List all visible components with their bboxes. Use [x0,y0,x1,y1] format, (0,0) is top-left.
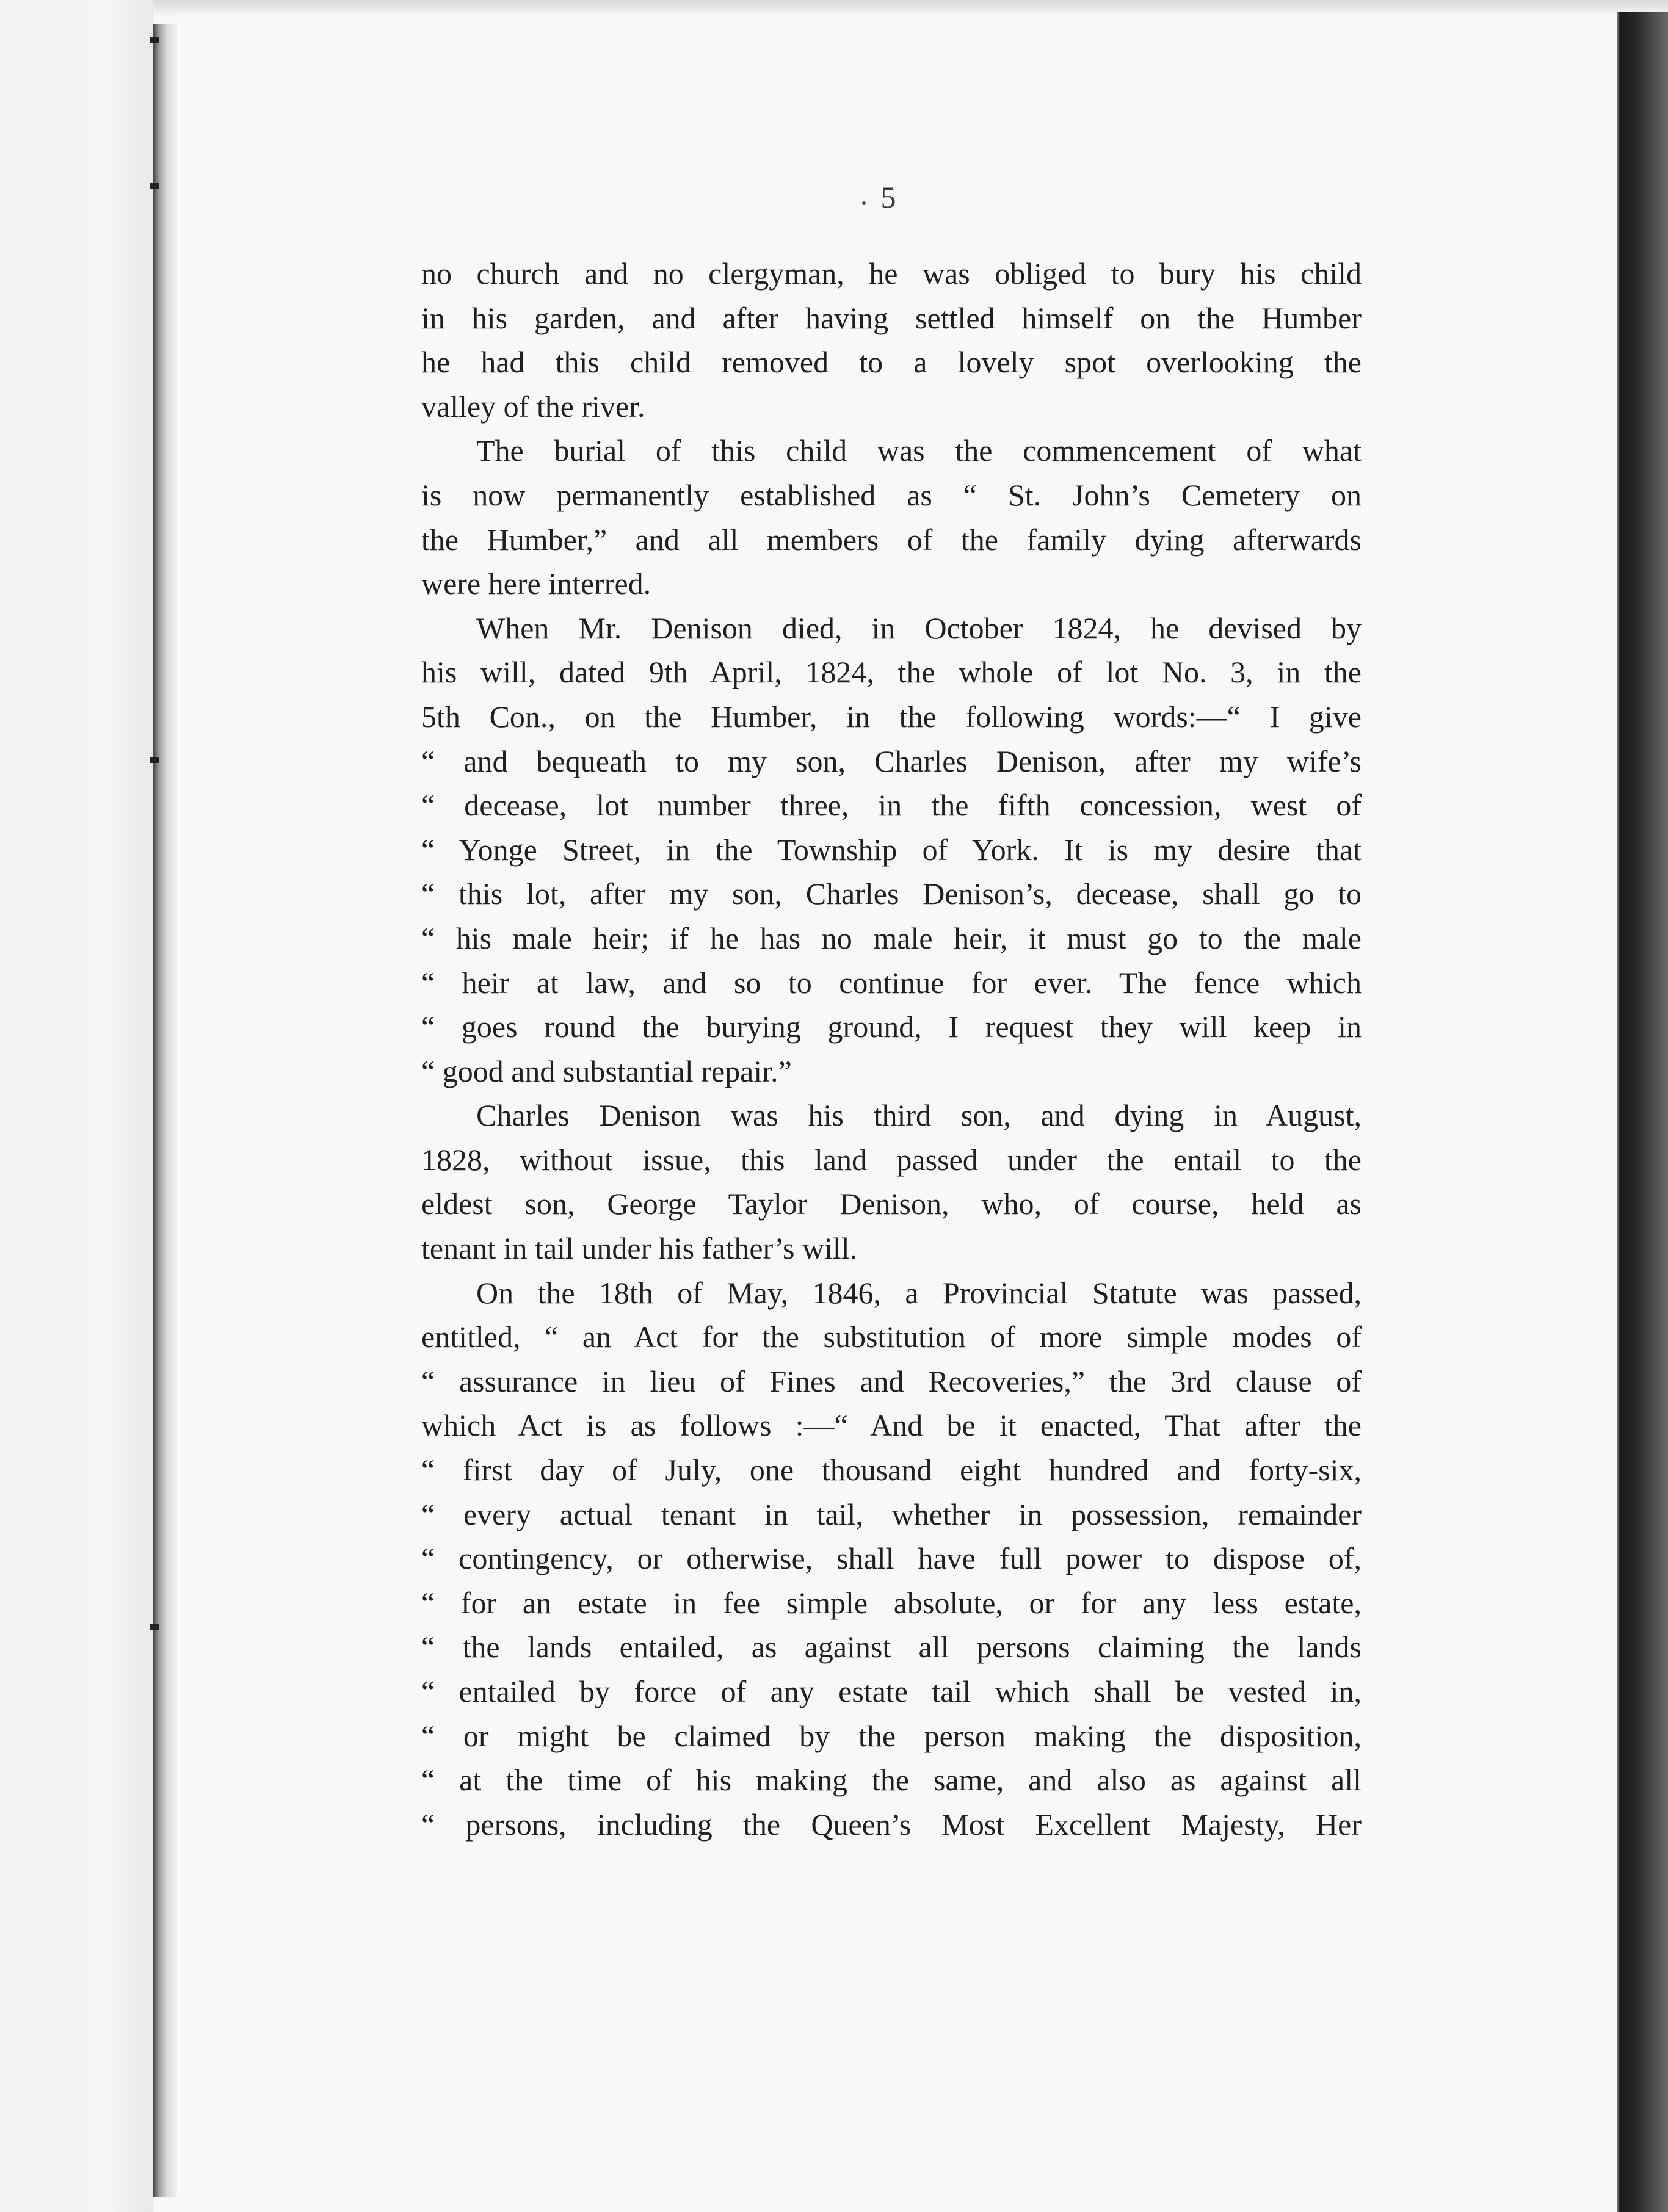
text-line: “ and bequeath to my son, Charles Denison, after my wife’s [421,743,1362,778]
text-line: “ the lands entailed, as against all persons claiming the lands [421,1630,1362,1664]
text-line: “ persons, including the Queen’s Most Excellent Majesty, Her [421,1807,1362,1842]
text-line: “ for an estate in fee simple absolute, or for any less estate, [421,1585,1362,1620]
text-line: When Mr. Denison died, in October 1824, he devised by [476,610,1362,645]
text-line: “ or might be claimed by the person making the disposition, [421,1718,1362,1753]
text-line: “ this lot, after my son, Charles Denison’s, decease, shall go to [421,876,1362,911]
text-line: entitled, “ an Act for the substitution of more simple modes of [421,1320,1362,1354]
text-line: no church and no clergyman, he was obliged to bury his child [421,256,1362,291]
text-line: “ contingency, or otherwise, shall have full power to dispose of, [421,1541,1362,1576]
text-line: 5th Con., on the Humber, in the following words:—“ I give [421,699,1362,734]
text-line: 1828, without issue, this land passed under the entail to the [421,1142,1362,1177]
binding-mark [150,757,159,763]
book-spine [153,24,177,2197]
text-line: in his garden, and after having settled himself on the Humber [421,300,1362,335]
text-line: “ heir at law, and so to continue for ever. The fence which [421,965,1362,1000]
body-text [421,251,1362,1846]
text-line: tenant in tail under his father’s will. [421,1231,858,1266]
text-line: “ every actual tenant in tail, whether in possession, remainder [421,1497,1362,1531]
text-line: “ his male heir; if he has no male heir, it must go to the male [421,920,1362,955]
left-page-margin [0,0,153,2212]
text-line: “ goes round the burying ground, I request they will keep in [421,1010,1362,1044]
right-page-edge [1617,12,1668,2212]
text-line: On the 18th of May, 1846, a Provincial Statute was passed, [476,1275,1362,1310]
page-speck [862,201,866,205]
text-line: “ first day of July, one thousand eight hundred and forty-six, [421,1453,1362,1487]
text-line: “ Yonge Street, in the Township of York. It is my desire that [421,832,1362,867]
text-line: “ entailed by force of any estate tail which shall be vested in, [421,1674,1362,1708]
binding-mark [150,1624,159,1630]
text-line: were here interred. [421,566,651,601]
text-line: eldest son, George Taylor Denison, who, of course, held as [421,1187,1362,1221]
text-line: “ decease, lot number three, in the fifth concession, west of [421,788,1362,823]
binding-mark [150,183,159,189]
text-line: the Humber,” and all members of the family dying afterwards [421,522,1362,557]
text-line: Charles Denison was his third son, and dying in August, [476,1098,1362,1133]
page-number: 5 [880,180,896,214]
text-line: is now permanently established as “ St. John’s Cemetery on [421,477,1362,512]
binding-mark [150,37,159,43]
text-line: valley of the river. [421,389,645,424]
text-line: “ good and substantial repair.” [421,1054,792,1088]
text-line: his will, dated 9th April, 1824, the whole of lot No. 3, in the [421,655,1362,690]
text-line: “ at the time of his making the same, and also as against all [421,1763,1362,1798]
text-line: “ assurance in lieu of Fines and Recoveries,” the 3rd clause of [421,1364,1362,1398]
text-line: which Act is as follows :—“ And be it enacted, That after the [421,1408,1362,1443]
text-line: The burial of this child was the commencement of what [476,433,1362,468]
text-line: he had this child removed to a lovely spot overlooking the [421,345,1362,380]
